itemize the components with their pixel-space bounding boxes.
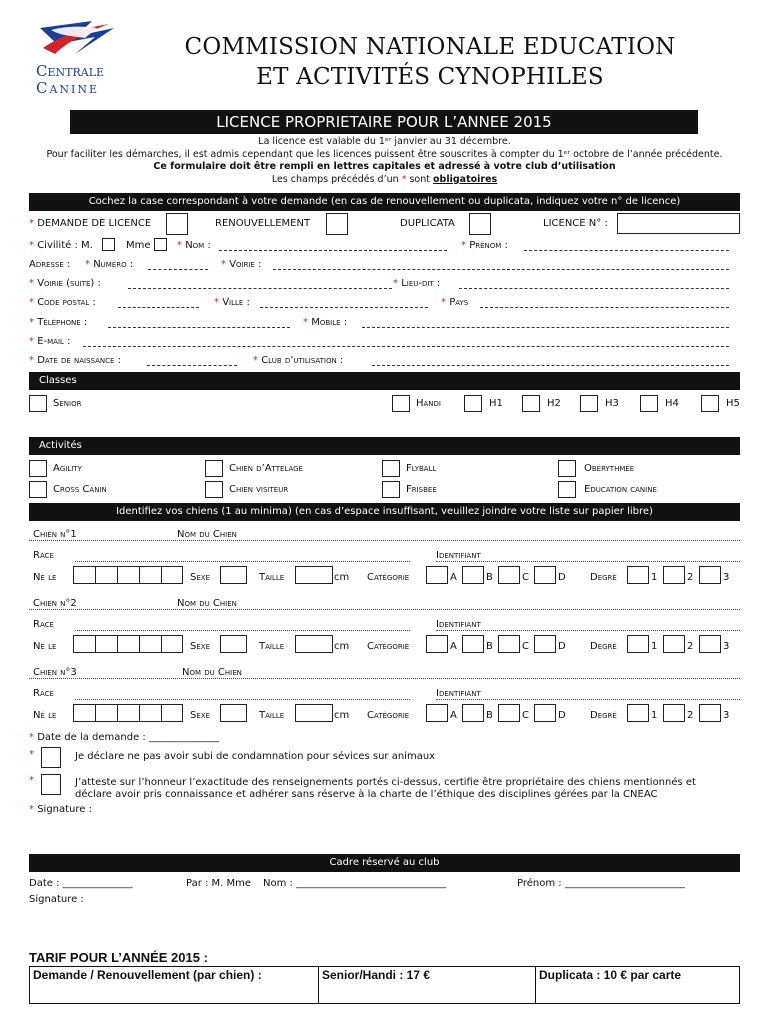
dog-2-name-label: Nom du Chien	[177, 598, 237, 609]
email-field[interactable]	[83, 337, 729, 347]
civilite-mme-checkbox[interactable]	[154, 238, 167, 251]
voirie-suite-label: Voirie (suite) :	[37, 278, 101, 289]
frisbee-checkbox[interactable]	[382, 481, 400, 498]
attestation-checkbox[interactable]	[41, 774, 61, 795]
dog-3-category-a-label: A	[450, 710, 457, 721]
cross-canin-label: Cross Canin	[53, 484, 107, 495]
no-conviction-checkbox[interactable]	[41, 747, 61, 768]
dog-1-born-divider	[161, 566, 162, 584]
mobile-label-row	[303, 317, 347, 328]
dog-2-cm-label: cm	[334, 641, 350, 652]
dog-1-born-field[interactable]	[73, 566, 183, 584]
renouvellement-label: RENOUVELLEMENT	[215, 218, 311, 229]
dog-1-born-divider	[139, 566, 140, 584]
declaration-attestation	[75, 777, 696, 801]
voirie-label: Voirie :	[229, 259, 262, 270]
education-canine-checkbox[interactable]	[558, 481, 576, 498]
required-asterisk: *	[393, 278, 398, 289]
classes-section-bar-text: Classes	[39, 375, 77, 386]
form-banner-text: LICENCE PROPRIETAIRE POUR L’ANNEE 2015	[216, 113, 552, 131]
dog-2-category-d-checkbox[interactable]	[534, 635, 556, 653]
dog-3-category-d-checkbox[interactable]	[534, 704, 556, 722]
dog-1-born-divider	[117, 566, 118, 584]
code-postal-label-row	[29, 297, 96, 308]
naissance-label-row	[29, 355, 121, 366]
club-label-row	[253, 355, 343, 366]
dog-2-header: Chien n°2	[33, 598, 77, 609]
dog-3-identifiant-field[interactable]	[436, 690, 740, 700]
visiteur-checkbox[interactable]	[205, 481, 223, 498]
attelage-label: Chien d’Attelage	[229, 463, 303, 474]
dog-1-cm-label: cm	[334, 572, 350, 583]
code-postal-label: Code postal :	[37, 297, 96, 308]
dog-3-category-b-label: B	[486, 710, 493, 721]
flyball-checkbox[interactable]	[382, 460, 400, 477]
civilite-m-checkbox[interactable]	[102, 238, 115, 251]
required-asterisk: *	[29, 355, 34, 366]
dog-2-category-c-label: C	[522, 641, 529, 652]
duplicata-label: DUPLICATA	[400, 218, 455, 229]
logo-text-canine: Canine	[36, 79, 100, 97]
chiens-section-bar	[29, 503, 740, 521]
demande-licence-label: DEMANDE DE LICENCE	[37, 218, 152, 229]
date-demande-label: Date de la demande : ______________	[37, 732, 219, 743]
telephone-field[interactable]	[108, 318, 290, 328]
email-label-row	[29, 336, 70, 347]
dog-3-taille-label: Taille	[259, 710, 285, 721]
dog-1-race-field[interactable]	[75, 552, 410, 562]
club-date-field[interactable]: Date : ______________	[29, 878, 133, 889]
dog-2-category-b-checkbox[interactable]	[462, 635, 484, 653]
dog-1-degre-1-label: 1	[651, 572, 658, 583]
h5-checkbox[interactable]	[701, 395, 719, 412]
dog-3-name-label: Nom du Chien	[182, 667, 242, 678]
dog-1-name-label: Nom du Chien	[177, 529, 237, 540]
required-asterisk: *	[29, 775, 34, 786]
dog-3-degre-1-checkbox[interactable]	[627, 704, 649, 722]
dog-3-cm-label: cm	[334, 710, 350, 721]
dog-3-header-rule	[29, 676, 740, 679]
dog-3-category-c-checkbox[interactable]	[498, 704, 520, 722]
required-asterisk: *	[29, 240, 34, 251]
dog-3-degre-1-label: 1	[651, 710, 658, 721]
dog-3-categorie-label: Catégorie	[367, 710, 410, 721]
agility-checkbox[interactable]	[29, 460, 47, 477]
prenom-field[interactable]	[524, 241, 729, 251]
logo	[33, 18, 123, 98]
dog-2-categorie-label: Catégorie	[367, 641, 410, 652]
demande-licence-checkbox[interactable]	[166, 213, 188, 235]
dog-2-degre-3-checkbox[interactable]	[699, 635, 721, 653]
dog-3-sexe-label: Sexe	[190, 710, 210, 721]
dog-1-born-label: Né le	[33, 572, 57, 583]
dog-2-born-divider	[161, 635, 162, 653]
duplicata-checkbox[interactable]	[469, 213, 491, 235]
lieu-dit-field[interactable]	[459, 279, 729, 289]
dog-3-category-b-checkbox[interactable]	[462, 704, 484, 722]
civilite-label: Civilité : M.	[37, 240, 93, 251]
dog-1-degre-3-label: 3	[723, 572, 730, 583]
dog-2-category-a-label: A	[450, 641, 457, 652]
dog-1-sexe-label: Sexe	[190, 572, 210, 583]
attelage-checkbox[interactable]	[205, 460, 223, 477]
voirie-suite-label-row	[29, 278, 101, 289]
required-asterisk: *	[214, 297, 219, 308]
required-asterisk: *	[29, 732, 34, 743]
dog-1-category-d-checkbox[interactable]	[534, 566, 556, 584]
club-section-bar-text: Cadre réservé au club	[329, 857, 440, 868]
dog-1-categorie-label: Catégorie	[367, 572, 410, 583]
dog-2-degre-2-label: 2	[687, 641, 694, 652]
dog-2-category-d-label: D	[558, 641, 566, 652]
dog-2-category-c-checkbox[interactable]	[498, 635, 520, 653]
numero-label-row	[85, 259, 133, 270]
h2-label: H2	[547, 398, 561, 409]
declaration-attestation-line1: J’atteste sur l’honneur l’exactitude des renseignements portés ci-dessus, certifie être propriétaire des chiens mentionnés et	[75, 777, 696, 788]
club-signature-label: Signature :	[29, 894, 84, 905]
dog-3-degre-2-checkbox[interactable]	[663, 704, 685, 722]
senior-checkbox[interactable]	[29, 395, 47, 412]
h3-label: H3	[605, 398, 619, 409]
dog-2-identifiant-field[interactable]	[436, 621, 740, 631]
dog-2-born-divider	[139, 635, 140, 653]
intro-early-subscription: Pour faciliter les démarches, il est admis cependant que les licences puissent être souscrites à compter du 1ᵉʳ octobre de l’année précédente.	[46, 148, 723, 160]
email-label: E-mail :	[37, 336, 71, 347]
dog-1-degre-1-checkbox[interactable]	[627, 566, 649, 584]
dog-2-degre-2-checkbox[interactable]	[663, 635, 685, 653]
required-asterisk: *	[29, 336, 34, 347]
demande-section-bar	[29, 193, 740, 211]
dog-1-degre-2-label: 2	[687, 572, 694, 583]
dog-1-category-d-label: D	[558, 572, 566, 583]
dog-3-sexe-field[interactable]	[220, 704, 247, 722]
voirie-label-row	[221, 259, 262, 270]
dog-1-born-divider	[95, 566, 96, 584]
naissance-field[interactable]	[147, 356, 237, 366]
dog-3-header: Chien n°3	[33, 667, 77, 678]
licence-number-field[interactable]	[617, 213, 740, 234]
dog-1-category-b-checkbox[interactable]	[462, 566, 484, 584]
required-asterisk: *	[253, 355, 258, 366]
tarif-title: TARIF POUR L’ANNÉE 2015 :	[29, 950, 208, 965]
dog-2-category-b-label: B	[486, 641, 493, 652]
dog-2-taille-field[interactable]	[295, 635, 333, 653]
chiens-section-bar-text: Identifiez vos chiens (1 au minima) (en cas d’espace insuffisant, veuillez joindre votre liste sur papier libre)	[116, 506, 653, 517]
h5-label: H5	[726, 398, 740, 409]
dog-2-identifiant-label: Identifiant	[436, 619, 481, 630]
ville-label-row	[214, 297, 250, 308]
dog-2-born-field[interactable]	[73, 635, 183, 653]
h1-checkbox[interactable]	[464, 395, 482, 412]
numero-field[interactable]	[148, 260, 208, 270]
date-demande-row	[29, 732, 219, 743]
tarif-table	[29, 966, 740, 1004]
logo-emblem-icon	[37, 18, 117, 58]
h3-checkbox[interactable]	[580, 395, 598, 412]
ville-label: Ville :	[222, 297, 250, 308]
club-par-label: Par : M. Mme	[186, 878, 252, 889]
dog-3-race-field[interactable]	[75, 690, 410, 700]
dog-3-born-divider	[161, 704, 162, 722]
mobile-field[interactable]	[362, 318, 729, 328]
demande-row	[29, 218, 151, 229]
telephone-label-row	[29, 317, 87, 328]
dog-3-born-divider	[139, 704, 140, 722]
flyball-label: Flyball	[406, 463, 437, 474]
required-asterisk: *	[29, 218, 34, 229]
handi-label: Handi	[416, 398, 441, 409]
obeyrthmee-label: Obérythmée	[584, 463, 635, 474]
required-asterisk: *	[29, 297, 34, 308]
dog-2-taille-label: Taille	[259, 641, 285, 652]
dog-1-degre-label: Degré	[590, 572, 617, 583]
h1-label: H1	[489, 398, 503, 409]
dog-3-degre-3-checkbox[interactable]	[699, 704, 721, 722]
dog-3-degre-label: Degré	[590, 710, 617, 721]
mobile-label: Mobile :	[311, 317, 348, 328]
dog-3-born-divider	[117, 704, 118, 722]
renouvellement-checkbox[interactable]	[326, 213, 348, 235]
naissance-label: Date de naissance :	[37, 355, 121, 366]
ville-field[interactable]	[260, 298, 428, 308]
club-nom-field[interactable]: Nom : ______________________________	[263, 878, 447, 889]
education-canine-label: Education canine	[584, 484, 657, 495]
tarif-row	[30, 967, 740, 1004]
dog-1-category-c-label: C	[522, 572, 529, 583]
dog-2-degre-1-label: 1	[651, 641, 658, 652]
dog-3-identifiant-label: Identifiant	[436, 688, 481, 699]
senior-label: Senior	[53, 398, 82, 409]
page-title-line1: COMMISSION NATIONALE EDUCATION	[184, 34, 676, 60]
pays-label-row	[441, 297, 468, 308]
numero-label: Numéro :	[93, 259, 134, 270]
dog-2-header-rule	[29, 607, 740, 610]
declaration-attestation-line2: déclare avoir pris connaissance et adhérer sans réserve à la charte de l’éthique des disciplines gérées par la CNEAC	[75, 789, 658, 800]
visiteur-label: Chien visiteur	[229, 484, 289, 495]
dog-1-category-c-checkbox[interactable]	[498, 566, 520, 584]
required-asterisk: *	[29, 278, 34, 289]
civilite-row	[29, 240, 93, 251]
telephone-label: Téléphone :	[37, 317, 88, 328]
club-section-bar	[29, 854, 740, 872]
required-asterisk: *	[29, 804, 34, 815]
required-asterisk: *	[441, 297, 446, 308]
dog-1-identifiant-field[interactable]	[436, 552, 740, 562]
required-asterisk: *	[29, 317, 34, 328]
dog-1-category-b-label: B	[486, 572, 493, 583]
tarif-demande-cell: Demande / Renouvellement (par chien) :	[30, 967, 319, 1004]
club-label: Club d’utilisation :	[261, 355, 344, 366]
dog-3-category-a-checkbox[interactable]	[426, 704, 448, 722]
required-asterisk: *	[85, 259, 90, 270]
required-asterisk: *	[461, 240, 466, 251]
h4-label: H4	[665, 398, 679, 409]
required-asterisk: *	[177, 240, 182, 251]
dog-1-degre-2-checkbox[interactable]	[663, 566, 685, 584]
dog-1-degre-3-checkbox[interactable]	[699, 566, 721, 584]
handi-checkbox[interactable]	[392, 395, 410, 412]
intro-capitals-instruction: Ce formulaire doit être rempli en lettres capitales et adressé à votre club d’utilisation	[153, 161, 616, 172]
dog-1-race-label: Race	[33, 550, 54, 561]
dog-2-born-divider	[95, 635, 96, 653]
nom-label: Nom :	[185, 240, 211, 251]
agility-label: Agility	[53, 463, 82, 474]
dog-3-born-field[interactable]	[73, 704, 183, 722]
form-banner	[70, 110, 698, 134]
code-postal-field[interactable]	[118, 298, 199, 308]
voirie-suite-field[interactable]	[128, 279, 392, 289]
pays-label: Pays	[449, 297, 469, 308]
nom-label-row	[177, 240, 211, 251]
tarif-duplicata-cell: Duplicata : 10 € par carte	[536, 967, 740, 1004]
lieu-dit-label: Lieu-dit :	[401, 278, 441, 289]
required-asterisk: *	[401, 173, 407, 185]
voirie-field[interactable]	[273, 260, 729, 270]
intro-mandatory-mid: sont	[409, 173, 430, 185]
dog-3-taille-field[interactable]	[295, 704, 333, 722]
dog-2-race-field[interactable]	[75, 621, 410, 631]
intro-mandatory-prefix: Les champs précédés d’un	[271, 173, 399, 185]
intro-mandatory-strong: obligatoires	[433, 173, 498, 185]
demande-section-bar-text: Cochez la case correspondant à votre demande (en cas de renouvellement ou duplicata, indiquez votre n° de licence)	[88, 196, 681, 207]
required-asterisk: *	[221, 259, 226, 270]
h2-checkbox[interactable]	[522, 395, 540, 412]
required-asterisk: *	[29, 749, 34, 760]
intro-mandatory-note	[29, 174, 740, 187]
dog-2-sexe-field[interactable]	[220, 635, 247, 653]
dog-3-born-label: Né le	[33, 710, 57, 721]
signature-label: Signature :	[37, 804, 92, 815]
activites-section-bar-text: Activités	[39, 440, 82, 451]
civilite-mme-label: Mme	[126, 240, 151, 251]
dog-2-category-a-checkbox[interactable]	[426, 635, 448, 653]
signature-row	[29, 804, 92, 815]
dog-1-sexe-field[interactable]	[220, 566, 247, 584]
dog-2-born-divider	[117, 635, 118, 653]
prenom-label-row	[461, 240, 508, 251]
pays-field[interactable]	[480, 298, 729, 308]
dog-3-race-label: Race	[33, 688, 54, 699]
cross-canin-checkbox[interactable]	[29, 481, 47, 498]
nom-field[interactable]	[219, 241, 447, 251]
dog-1-header-rule	[29, 538, 740, 541]
dog-3-category-c-label: C	[522, 710, 529, 721]
dog-1-category-a-label: A	[450, 572, 457, 583]
dog-2-race-label: Race	[33, 619, 54, 630]
h4-checkbox[interactable]	[640, 395, 658, 412]
dog-1-identifiant-label: Identifiant	[436, 550, 481, 561]
dog-3-born-divider	[95, 704, 96, 722]
adresse-label: Adresse :	[29, 259, 71, 270]
dog-3-degre-3-label: 3	[723, 710, 730, 721]
lieu-dit-label-row	[393, 278, 440, 289]
dog-3-degre-2-label: 2	[687, 710, 694, 721]
club-prenom-field[interactable]: Prénom : ________________________	[517, 878, 685, 889]
declaration-no-conviction: Je déclare ne pas avoir subi de condamnation pour sévices sur animaux	[75, 751, 436, 762]
logo-text-centrale: Centrale	[36, 62, 105, 80]
frisbee-label: Frisbee	[406, 484, 437, 495]
page-title-line2: ET ACTIVITÉS CYNOPHILES	[256, 64, 604, 90]
dog-1-taille-label: Taille	[259, 572, 285, 583]
licence-number-label: LICENCE N° :	[543, 218, 608, 229]
dog-3-category-d-label: D	[558, 710, 566, 721]
classes-section-bar	[29, 372, 740, 390]
dog-2-born-label: Né le	[33, 641, 57, 652]
tarif-senior-cell: Senior/Handi : 17 €	[319, 967, 536, 1004]
dog-2-degre-label: Degré	[590, 641, 617, 652]
obeyrthmee-checkbox[interactable]	[558, 460, 576, 477]
dog-1-header: Chien n°1	[33, 529, 77, 540]
dog-1-category-a-checkbox[interactable]	[426, 566, 448, 584]
dog-2-degre-3-label: 3	[723, 641, 730, 652]
dog-2-degre-1-checkbox[interactable]	[627, 635, 649, 653]
dog-2-sexe-label: Sexe	[190, 641, 210, 652]
prenom-label: Prénom :	[469, 240, 508, 251]
intro-validity: La licence est valable du 1ᵉʳ janvier au 31 décembre.	[258, 136, 511, 147]
required-asterisk: *	[303, 317, 308, 328]
activites-section-bar	[29, 437, 740, 455]
club-field[interactable]	[372, 356, 729, 366]
dog-1-taille-field[interactable]	[295, 566, 333, 584]
